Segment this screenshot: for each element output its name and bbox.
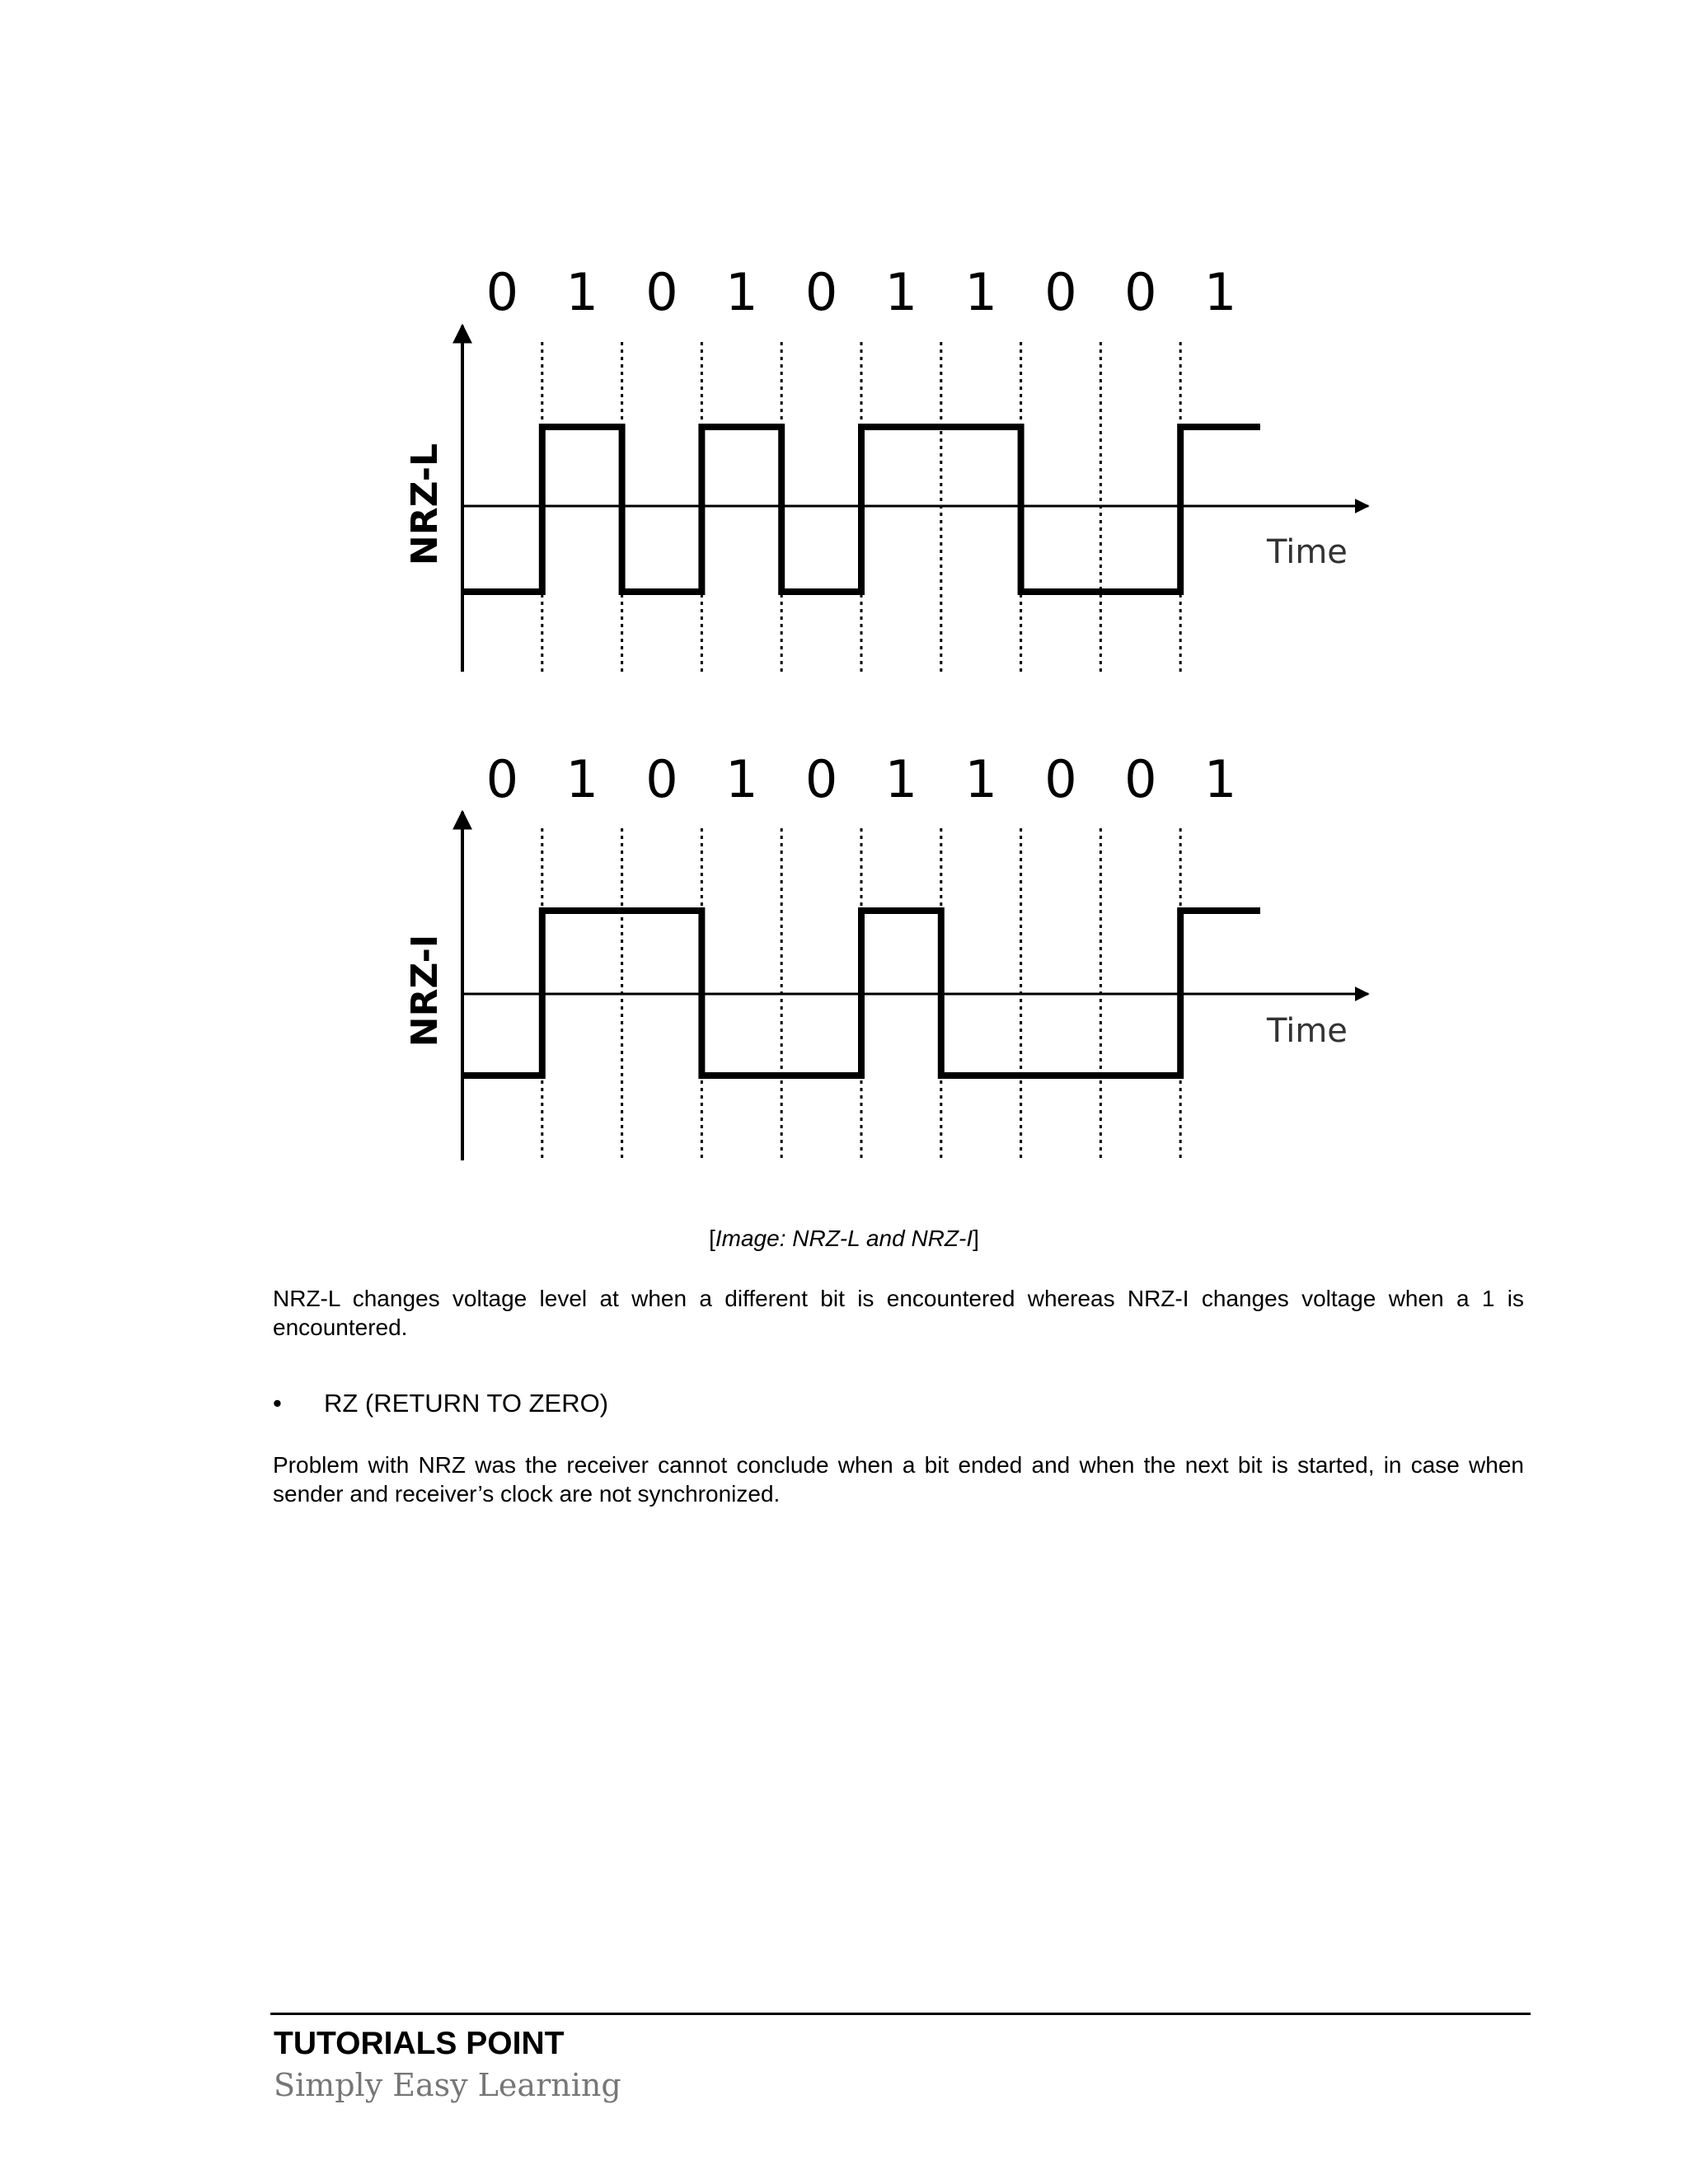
footer-tagline: Simply Easy Learning [274, 2067, 621, 2103]
bit-label: 0 [1044, 749, 1077, 809]
bit-label: 1 [884, 749, 918, 809]
footer-divider [270, 2013, 1531, 2015]
time-label: Time [1267, 1012, 1348, 1050]
footer-title: TUTORIALS POINT [274, 2026, 565, 2061]
bit-label: 0 [645, 749, 678, 809]
signal-label: NRZ-L [404, 443, 446, 566]
nrz-l-chart [404, 262, 1368, 672]
bit-label: 1 [884, 262, 918, 322]
signal-label: NRZ-I [404, 934, 446, 1047]
bit-label: 1 [964, 749, 997, 809]
rz-bullet [273, 1389, 608, 1418]
rz-heading: RZ (RETURN TO ZERO) [324, 1389, 609, 1418]
bit-label: 1 [725, 262, 758, 322]
waveform [462, 427, 1260, 592]
bit-label: 0 [645, 262, 678, 322]
bit-label: 0 [804, 262, 838, 322]
caption-open-bracket: [ [709, 1226, 715, 1251]
bit-label: 1 [1203, 262, 1237, 322]
bit-label: 1 [565, 262, 598, 322]
bit-label: 0 [804, 749, 838, 809]
caption-text: Image: NRZ-L and NRZ-I [715, 1226, 973, 1251]
nrz-paragraph: NRZ-L changes voltage level at when a different bit is encountered whereas NRZ-I changes voltage when a 1 is encountered. [273, 1286, 1524, 1340]
bit-label: 0 [1044, 262, 1077, 322]
nrz-i-chart [404, 749, 1368, 1160]
bit-label: 0 [485, 262, 519, 322]
bit-label: 1 [565, 749, 598, 809]
bit-label: 1 [725, 749, 758, 809]
figure-caption [0, 1226, 1688, 1252]
time-label: Time [1267, 533, 1348, 571]
bit-label: 0 [1124, 749, 1157, 809]
bullet-icon: • [273, 1389, 282, 1418]
rz-paragraph: Problem with NRZ was the receiver cannot conclude when a bit ended and when the next bit is started, in case when sender and receiver’s clock are not synchronized. [273, 1452, 1524, 1507]
bit-label: 0 [485, 749, 519, 809]
bit-label: 1 [1203, 749, 1237, 809]
caption-close-bracket: ] [973, 1226, 979, 1251]
bit-label: 1 [964, 262, 997, 322]
bit-label: 0 [1124, 262, 1157, 322]
